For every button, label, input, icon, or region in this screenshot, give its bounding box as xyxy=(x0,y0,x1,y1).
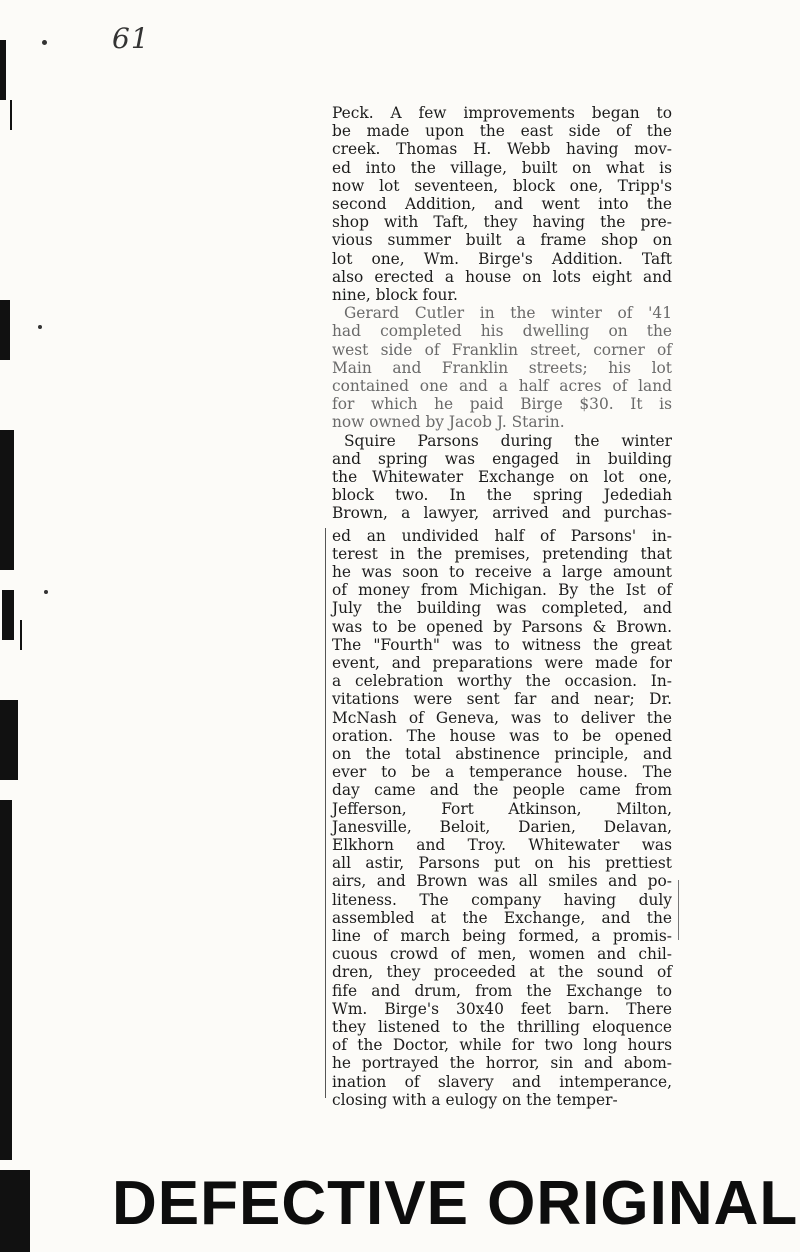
article-line: shop with Taft, they having the pre- xyxy=(332,213,672,232)
article-line: west side of Franklin street, corner of xyxy=(332,340,672,359)
article-line: a celebration worthy the occasion. In- xyxy=(332,672,672,691)
article-line: Peck. A few improvements began to xyxy=(332,104,672,122)
article-line: he was soon to receive a large amount xyxy=(332,563,672,581)
article-line: fife and drum, from the Exchange to xyxy=(332,981,672,1000)
scan-speck xyxy=(38,325,42,329)
article-clipping xyxy=(326,100,678,1110)
article-line: on the total abstinence principle, and xyxy=(332,745,672,763)
article-line: ed into the village, built on what is xyxy=(332,158,672,177)
article-line: Elkhorn and Troy. Whitewater was xyxy=(332,836,672,854)
defective-original-notice: DEFECTIVE ORIGINAL xyxy=(112,1169,799,1238)
article-line: vious summer built a frame shop on xyxy=(332,231,672,250)
article-line: creek. Thomas H. Webb having mov- xyxy=(332,140,672,159)
article-line: dren, they proceeded at the sound of xyxy=(332,963,672,982)
article-line: closing with a eulogy on the temper- xyxy=(332,1090,618,1109)
article-line: for which he paid Birge $30. It is xyxy=(332,395,672,414)
article-line: terest in the premises, pretending that xyxy=(332,544,672,563)
article-line: was to be opened by Parsons & Brown. xyxy=(332,617,672,636)
article-line: line of march being formed, a promis- xyxy=(332,927,672,945)
handwritten-page-number: 61 xyxy=(112,22,150,55)
article-line: Main and Franklin streets; his lot xyxy=(332,358,672,377)
article-line: now owned by Jacob J. Starin. xyxy=(332,413,565,432)
article-line: lot one, Wm. Birge's Addition. Taft xyxy=(332,249,672,268)
article-line: of the Doctor, while for two long hours xyxy=(332,1036,672,1055)
article-line: they listened to the thrilling eloquence xyxy=(332,1018,672,1036)
article-line: Jefferson, Fort Atkinson, Milton, xyxy=(332,799,672,818)
article-line: Wm. Birge's 30x40 feet barn. There xyxy=(332,999,672,1018)
article-line: had completed his dwelling on the xyxy=(332,322,672,341)
article-line: event, and preparations were made for xyxy=(332,654,672,672)
article-line: ed an undivided half of Parsons' in- xyxy=(332,526,672,545)
article-line: vitations were sent far and near; Dr. xyxy=(332,690,672,709)
article-line: nine, block four. xyxy=(332,286,458,304)
article-line: of money from Michigan. By the Ist of xyxy=(332,581,672,600)
article-line: all astir, Parsons put on his prettiest xyxy=(332,854,672,873)
article-line: cuous crowd of men, women and chil- xyxy=(332,945,672,964)
article-line: and spring was engaged in building xyxy=(332,449,672,468)
article-line: day came and the people came from xyxy=(332,781,672,800)
article-line: McNash of Geneva, was to deliver the xyxy=(332,708,672,727)
article-line: Brown, a lawyer, arrived and purchas- xyxy=(332,504,672,523)
article-line: ination of slavery and intemperance, xyxy=(332,1072,672,1091)
article-line: oration. The house was to be opened xyxy=(332,726,672,745)
article-line: he portrayed the horror, sin and abom- xyxy=(332,1054,672,1073)
article-line: Janesville, Beloit, Darien, Delavan, xyxy=(332,817,672,836)
article-line: ever to be a temperance house. The xyxy=(332,763,672,782)
article-line: July the building was completed, and xyxy=(332,599,672,618)
scan-left-edge xyxy=(0,0,34,1252)
article-line: second Addition, and went into the xyxy=(332,195,672,213)
article-line: also erected a house on lots eight and xyxy=(332,267,672,286)
scan-speck xyxy=(42,40,47,45)
article-line: contained one and a half acres of land xyxy=(332,377,672,395)
article-line: Gerard Cutler in the winter of '41 xyxy=(344,304,672,323)
article-line: now lot seventeen, block one, Tripp's xyxy=(332,176,672,195)
scan-speck xyxy=(44,590,48,594)
article-line: airs, and Brown was all smiles and po- xyxy=(332,872,672,891)
column-rule-right xyxy=(678,880,679,940)
article-line: block two. In the spring Jedediah xyxy=(332,486,672,505)
article-line: be made upon the east side of the xyxy=(332,122,672,141)
article-line: the Whitewater Exchange on lot one, xyxy=(332,468,672,486)
article-line: liteness. The company having duly xyxy=(332,890,672,909)
article-line: Squire Parsons during the winter xyxy=(344,431,672,450)
article-line: assembled at the Exchange, and the xyxy=(332,908,672,927)
article-line: The "Fourth" was to witness the great xyxy=(332,635,672,654)
